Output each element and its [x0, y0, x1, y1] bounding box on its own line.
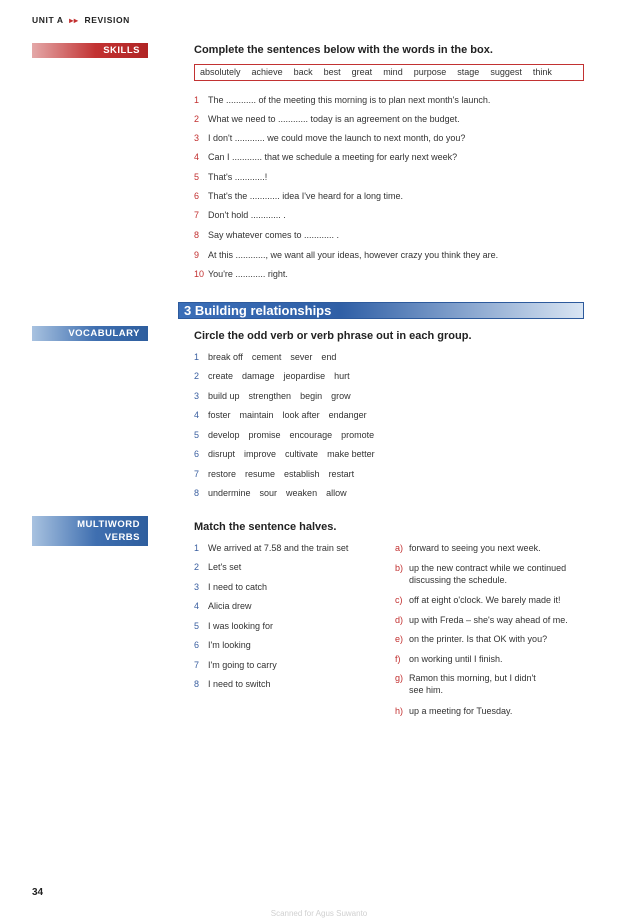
item-number: 8 — [194, 230, 200, 240]
match-right-text: on the printer. Is that OK with you? — [409, 634, 548, 644]
vocab-word: promote — [341, 430, 375, 440]
item-letter: d) — [395, 615, 404, 625]
item-number: 8 — [194, 679, 200, 689]
vocab-word: jeopardise — [283, 371, 326, 381]
word-box-item: suggest — [490, 67, 522, 77]
word-box — [194, 64, 584, 81]
sentence-text: The ............ of the meeting this morning is to plan next month's launch. — [208, 95, 491, 105]
match-right-item — [395, 705, 512, 717]
multiword-instruction: Match the sentence halves. — [194, 521, 337, 533]
match-left-item — [194, 660, 277, 670]
item-number: 3 — [194, 582, 200, 592]
item-letter: b) — [395, 563, 404, 573]
item-number: 5 — [194, 621, 200, 631]
match-right-item — [395, 562, 566, 586]
vocab-word: break off — [208, 352, 243, 362]
match-left-text: Let's set — [208, 562, 242, 572]
item-number: 4 — [194, 152, 200, 162]
match-left-text: I need to catch — [208, 582, 268, 592]
item-number: 5 — [194, 172, 200, 182]
sentence-text: At this ............, we want all your ideas, however crazy you think they are. — [208, 250, 499, 260]
sentence-text: What we need to ............ today is an agreement on the budget. — [208, 114, 460, 124]
item-number: 3 — [194, 133, 200, 143]
vocab-word: begin — [300, 391, 323, 401]
vocab-word: establish — [284, 469, 320, 479]
vocab-word: strengthen — [248, 391, 292, 401]
vocab-word: look after — [282, 410, 320, 420]
vocab-word: grow — [331, 391, 351, 401]
word-box-item: purpose — [413, 67, 447, 77]
vocab-group — [194, 352, 345, 362]
vocab-word: make better — [327, 449, 375, 459]
vocab-group — [194, 430, 383, 440]
match-left-item — [194, 640, 251, 650]
skills-sentence — [194, 230, 339, 240]
sentence-text: Can I ............ that we schedule a meeting for early next week? — [208, 152, 458, 162]
vocab-word: cement — [251, 352, 282, 362]
skills-instruction: Complete the sentences below with the words in the box. — [194, 44, 493, 56]
match-left-text: I'm going to carry — [208, 660, 277, 670]
scan-watermark: Scanned for Agus Suwanto — [270, 909, 368, 918]
match-right-item — [395, 672, 536, 696]
match-left-item — [194, 601, 252, 611]
vocab-word: resume — [245, 469, 276, 479]
vocab-word: weaken — [286, 488, 318, 498]
unit-label: UNIT A — [32, 15, 64, 25]
page-number: 34 — [32, 887, 44, 898]
item-number: 2 — [194, 114, 200, 124]
vocab-word: restart — [328, 469, 355, 479]
vocab-group — [194, 410, 376, 420]
vocab-word: encourage — [289, 430, 333, 440]
item-number: 2 — [194, 371, 200, 381]
word-box-item: mind — [383, 67, 403, 77]
match-right-text: up with Freda – she's way ahead of me. — [409, 615, 568, 625]
match-left-item — [194, 543, 348, 553]
word-box-item: think — [532, 67, 552, 77]
word-box-item: back — [293, 67, 313, 77]
item-number: 2 — [194, 562, 200, 572]
vocab-word: disrupt — [208, 449, 236, 459]
item-letter: h) — [395, 706, 404, 716]
match-left-text: Alicia drew — [208, 601, 252, 611]
item-number: 6 — [194, 191, 200, 201]
match-right-item — [395, 542, 541, 554]
word-box-item: achieve — [251, 67, 283, 77]
match-right-text-continued: see him. — [409, 685, 444, 695]
sentence-text: That's ............! — [208, 172, 268, 182]
word-box-item: great — [351, 67, 373, 77]
item-number: 9 — [194, 250, 200, 260]
sentence-text: Don't hold ............ . — [208, 210, 286, 220]
item-number: 5 — [194, 430, 200, 440]
item-number: 6 — [194, 640, 200, 650]
vocab-word: allow — [326, 488, 347, 498]
match-left-item — [194, 621, 273, 631]
skills-sentence — [194, 250, 498, 260]
vocab-group — [194, 449, 384, 459]
item-number: 7 — [194, 469, 200, 479]
match-right-text: Ramon this morning, but I didn't — [409, 673, 536, 683]
match-left-text: I'm looking — [208, 640, 251, 650]
skills-sentence — [194, 172, 267, 182]
vocab-word: build up — [208, 391, 240, 401]
match-right-item — [395, 633, 547, 645]
vocab-group — [194, 469, 363, 479]
skills-sentence — [194, 152, 457, 162]
item-letter: e) — [395, 634, 404, 644]
vocab-word: sever — [290, 352, 313, 362]
vocabulary-instruction: Circle the odd verb or verb phrase out in each group. — [194, 330, 472, 342]
item-number: 6 — [194, 449, 200, 459]
match-right-text: up the new contract while we continued — [409, 563, 567, 573]
match-right-text-continued: discussing the schedule. — [409, 575, 508, 585]
item-number: 4 — [194, 410, 200, 420]
vocab-group — [194, 371, 359, 381]
vocab-word: hurt — [334, 371, 350, 381]
item-number: 1 — [194, 352, 200, 362]
skills-sentence — [194, 133, 465, 143]
match-left-text: I was looking for — [208, 621, 274, 631]
vocab-word: promise — [248, 430, 281, 440]
vocab-word: create — [208, 371, 234, 381]
skills-sentence — [194, 191, 403, 201]
item-number: 7 — [194, 660, 200, 670]
vocab-word: undermine — [208, 488, 251, 498]
skills-sentence — [194, 269, 288, 279]
vocab-word: endanger — [328, 410, 367, 420]
match-left-item — [194, 582, 267, 592]
sentence-text: That's the ............ idea I've heard for a long time. — [208, 191, 404, 201]
section-title-bar — [178, 302, 584, 319]
page-header — [32, 15, 130, 25]
vocab-word: end — [321, 352, 337, 362]
item-number: 1 — [194, 95, 200, 105]
word-box-item: stage — [457, 67, 480, 77]
item-number: 10 — [194, 269, 205, 279]
vocab-group — [194, 391, 360, 401]
section-title: 3 Building relationships — [184, 303, 332, 318]
match-left-text: I need to switch — [208, 679, 271, 689]
match-left-item — [194, 562, 241, 572]
item-letter: g) — [395, 673, 404, 683]
match-right-item — [395, 594, 560, 606]
item-letter: c) — [395, 595, 403, 605]
skills-sentence — [194, 114, 460, 124]
match-right-text: forward to seeing you next week. — [409, 543, 541, 553]
vocab-word: damage — [242, 371, 275, 381]
item-letter: a) — [395, 543, 404, 553]
item-number: 1 — [194, 543, 200, 553]
vocab-word: sour — [259, 488, 278, 498]
vocab-word: restore — [208, 469, 237, 479]
vocab-word: foster — [208, 410, 231, 420]
match-left-text: We arrived at 7.58 and the train set — [208, 543, 349, 553]
sentence-text: Say whatever comes to ............ . — [208, 230, 340, 240]
vocab-word: maintain — [239, 410, 274, 420]
vocabulary-label: VOCABULARY — [32, 326, 148, 341]
sentence-text: You're ............ right. — [208, 269, 288, 279]
match-left-item — [194, 679, 271, 689]
multiword-label-line2: VERBS — [104, 532, 140, 543]
skills-label: SKILLS — [32, 43, 148, 58]
skills-sentence — [194, 95, 490, 105]
item-letter: f) — [395, 654, 401, 664]
match-right-item — [395, 653, 503, 665]
multiword-label-line1: MULTIWORD — [77, 519, 140, 530]
multiword-verbs-label — [32, 516, 148, 546]
match-right-text: on working until I finish. — [409, 654, 503, 664]
double-arrow-icon: ▸▸ — [69, 16, 79, 25]
match-right-text: up a meeting for Tuesday. — [409, 706, 513, 716]
item-number: 4 — [194, 601, 200, 611]
vocab-word: cultivate — [285, 449, 319, 459]
vocab-word: improve — [244, 449, 277, 459]
match-right-item — [395, 614, 568, 626]
item-number: 3 — [194, 391, 200, 401]
skills-sentence — [194, 210, 286, 220]
word-box-item: absolutely — [200, 67, 241, 77]
word-box-item: best — [323, 67, 341, 77]
vocab-group — [194, 488, 356, 498]
section-label: REVISION — [84, 15, 130, 25]
sentence-text: I don't ............ we could move the launch to next month, do you? — [208, 133, 466, 143]
item-number: 8 — [194, 488, 200, 498]
vocab-word: develop — [208, 430, 240, 440]
match-right-text: off at eight o'clock. We barely made it! — [409, 595, 561, 605]
item-number: 7 — [194, 210, 200, 220]
